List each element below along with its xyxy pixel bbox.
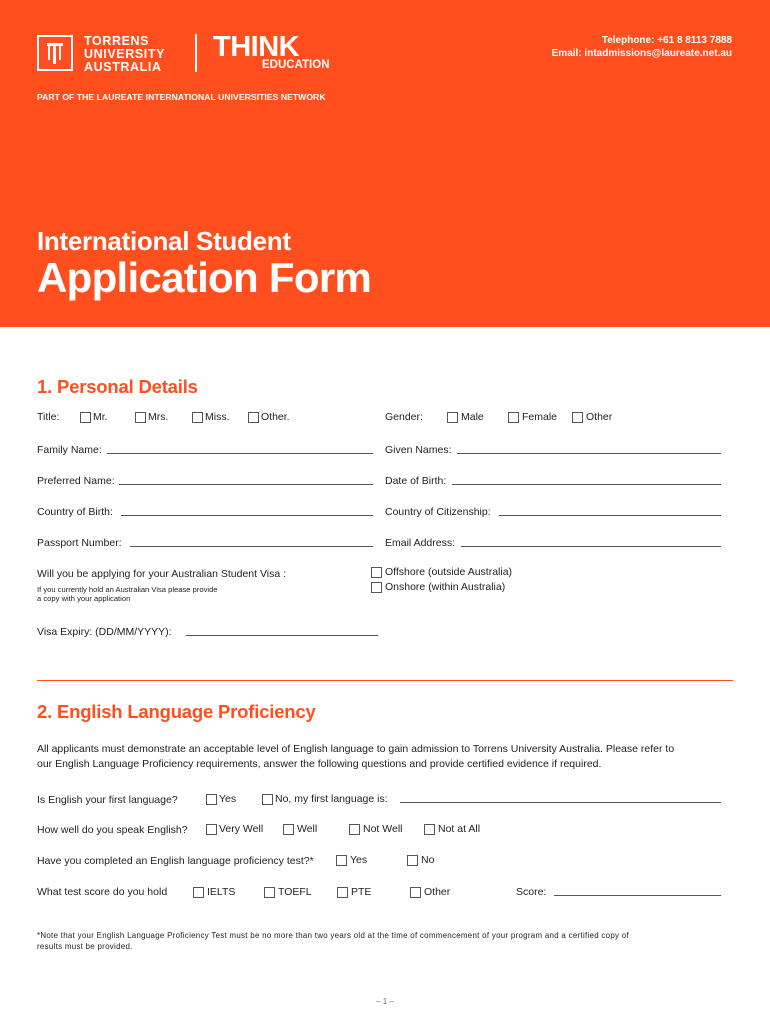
gender-other-label: Other	[586, 411, 613, 423]
passport-number-label: Passport Number:	[37, 537, 122, 549]
date-of-birth-label: Date of Birth:	[385, 475, 447, 487]
test-yes-label: Yes	[350, 854, 368, 866]
title-miss-label: Miss.	[205, 411, 230, 423]
english-proficiency-heading: 2. English Language Proficiency	[37, 701, 316, 722]
first-language-yes-checkbox[interactable]	[206, 794, 217, 805]
personal-details-heading: 1. Personal Details	[37, 376, 198, 397]
visa-expiry-label: Visa Expiry: (DD/MM/YYYY):	[37, 626, 172, 638]
title-mrs-checkbox[interactable]	[135, 412, 146, 423]
score-toefl-checkbox[interactable]	[264, 887, 275, 898]
test-note-line-1: *Note that your English Language Proficiency Test must be no more than two years old at the time of commencement of your program and a certified copy of	[37, 931, 629, 940]
score-ielts-checkbox[interactable]	[193, 887, 204, 898]
logo-divider	[195, 34, 197, 72]
network-tagline: PART OF THE LAUREATE INTERNATIONAL UNIVERSITIES NETWORK	[37, 92, 326, 102]
title-mr-checkbox[interactable]	[80, 412, 91, 423]
first-language-no-checkbox[interactable]	[262, 794, 273, 805]
speak-well-checkbox[interactable]	[283, 824, 294, 835]
visa-offshore-checkbox[interactable]	[371, 567, 382, 578]
page-number: – 1 –	[376, 997, 394, 1006]
test-yes-checkbox[interactable]	[336, 855, 347, 866]
title-mrs-label: Mrs.	[148, 411, 169, 423]
visa-note-line-2: a copy with your application	[37, 594, 131, 603]
speak-not-at-all-checkbox[interactable]	[424, 824, 435, 835]
given-names-field[interactable]	[457, 453, 721, 454]
email-address-label: Email Address:	[385, 537, 456, 549]
country-of-citizenship-label: Country of Citizenship:	[385, 506, 491, 518]
test-score-question: What test score do you hold	[37, 886, 168, 898]
speak-well-label: Well	[297, 823, 318, 835]
passport-number-field[interactable]	[130, 546, 373, 547]
score-pte-checkbox[interactable]	[337, 887, 348, 898]
visa-offshore-label: Offshore (outside Australia)	[385, 566, 513, 578]
speak-not-at-all-label: Not at All	[438, 823, 481, 835]
visa-expiry-field[interactable]	[186, 635, 378, 636]
telephone-text: Telephone: +61 8 8113 7888	[601, 35, 732, 46]
gender-male-label: Male	[461, 411, 484, 423]
date-of-birth-field[interactable]	[452, 484, 721, 485]
first-language-field[interactable]	[400, 802, 721, 803]
education-logo-word: EDUCATION	[262, 59, 330, 71]
form-title: Application Form	[37, 254, 372, 301]
family-name-field[interactable]	[107, 453, 373, 454]
test-note-line-2: results must be provided.	[37, 942, 133, 951]
preferred-name-field[interactable]	[119, 484, 373, 485]
proficiency-test-question: Have you completed an English language proficiency test?*	[37, 855, 314, 867]
form-subtitle: International Student	[37, 226, 291, 256]
title-mr-label: Mr.	[93, 411, 108, 423]
english-intro-line-1: All applicants must demonstrate an acceptable level of English language to gain admission to Torrens University Australia. Please refer to	[37, 743, 675, 755]
title-label: Title:	[37, 411, 60, 423]
preferred-name-label: Preferred Name:	[37, 475, 115, 487]
speak-not-well-label: Not Well	[363, 823, 403, 835]
university-name-line-1: TORRENS	[84, 34, 150, 48]
section-divider	[37, 680, 733, 681]
country-of-birth-label: Country of Birth:	[37, 506, 113, 518]
visa-note-line-1: If you currently hold an Australian Visa please provide	[37, 585, 218, 594]
university-name-line-3: AUSTRALIA	[84, 60, 162, 74]
gender-other-checkbox[interactable]	[572, 412, 583, 423]
visa-question: Will you be applying for your Australian Student Visa :	[37, 568, 287, 580]
test-no-checkbox[interactable]	[407, 855, 418, 866]
email-text: Email: intadmissions@laureate.net.au	[551, 48, 732, 59]
family-name-label: Family Name:	[37, 444, 102, 456]
visa-onshore-checkbox[interactable]	[371, 582, 382, 593]
score-label: Score:	[516, 886, 547, 898]
think-logo-word: THINK	[213, 31, 300, 63]
torrens-logo-icon	[37, 35, 73, 71]
first-language-no-label: No, my first language is:	[275, 793, 388, 805]
country-of-citizenship-field[interactable]	[499, 515, 721, 516]
first-language-question: Is English your first language?	[37, 794, 178, 806]
gender-male-checkbox[interactable]	[447, 412, 458, 423]
speak-very-well-label: Very Well	[219, 823, 264, 835]
english-intro-line-2: our English Language Proficiency requirements, answer the following questions and provide certified evidence if required.	[37, 758, 602, 770]
title-miss-checkbox[interactable]	[192, 412, 203, 423]
score-ielts-label: IELTS	[207, 886, 236, 898]
score-pte-label: PTE	[351, 886, 372, 898]
title-other-label: Other.	[261, 411, 290, 423]
score-other-label: Other	[424, 886, 451, 898]
score-field[interactable]	[554, 895, 721, 896]
gender-female-label: Female	[522, 411, 558, 423]
country-of-birth-field[interactable]	[121, 515, 373, 516]
speak-not-well-checkbox[interactable]	[349, 824, 360, 835]
university-name-line-2: UNIVERSITY	[84, 47, 166, 61]
first-language-yes-label: Yes	[219, 793, 237, 805]
title-other-checkbox[interactable]	[248, 412, 259, 423]
score-toefl-label: TOEFL	[278, 886, 312, 898]
speak-english-question: How well do you speak English?	[37, 824, 188, 836]
gender-female-checkbox[interactable]	[508, 412, 519, 423]
email-address-field[interactable]	[461, 546, 721, 547]
given-names-label: Given Names:	[385, 444, 452, 456]
gender-label: Gender:	[385, 411, 423, 423]
score-other-checkbox[interactable]	[410, 887, 421, 898]
visa-onshore-label: Onshore (within Australia)	[385, 581, 506, 593]
test-no-label: No	[421, 854, 435, 866]
header-banner	[0, 0, 770, 327]
speak-very-well-checkbox[interactable]	[206, 824, 217, 835]
